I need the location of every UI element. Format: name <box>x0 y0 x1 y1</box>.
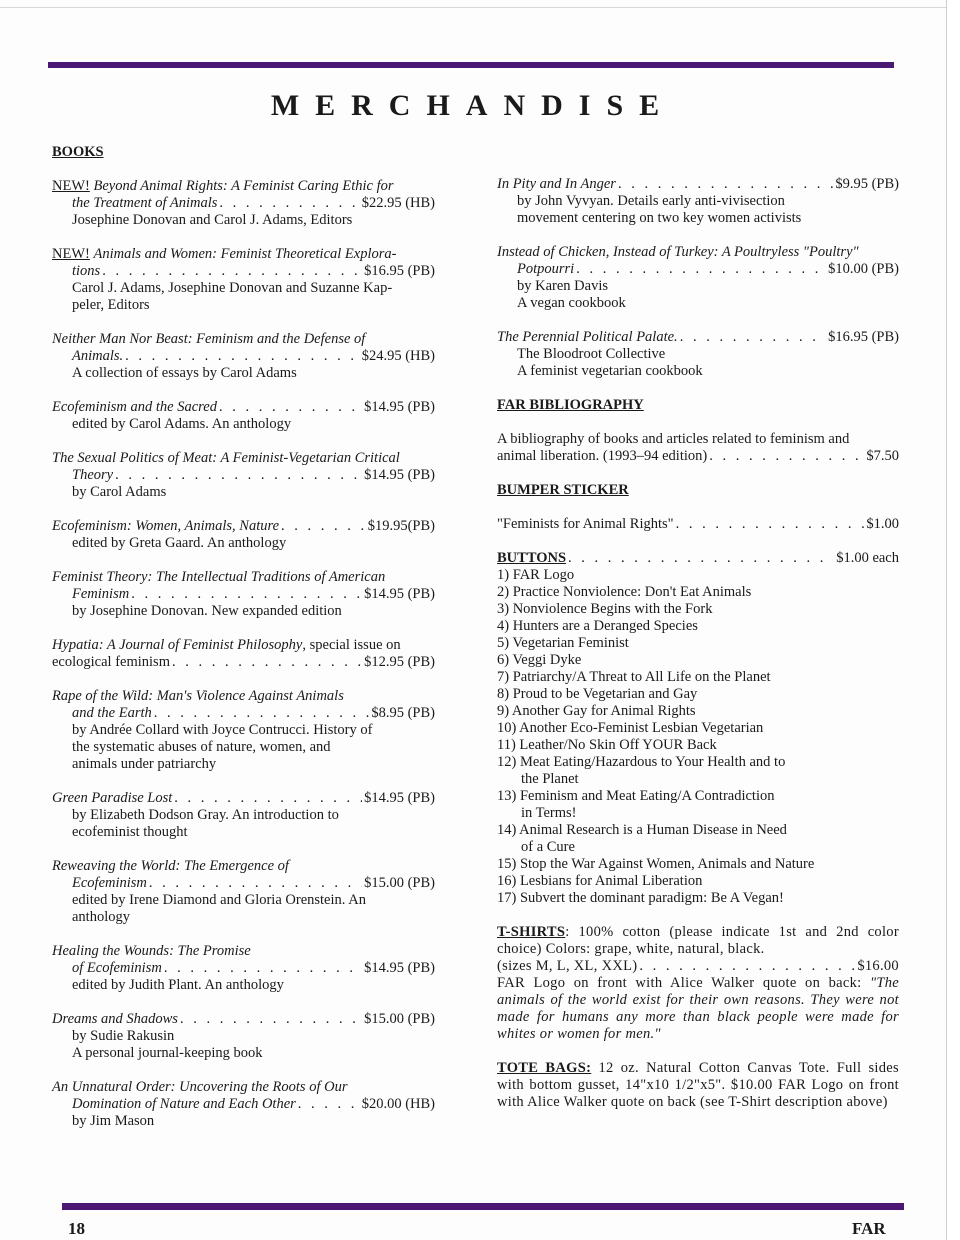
book-title: Feminism <box>72 586 130 602</box>
book-item <box>52 450 435 501</box>
tote-heading: TOTE BAGS: <box>497 1060 592 1076</box>
bumper-text: "Feminists for Animal Rights" <box>497 516 674 532</box>
button-item-text: 6) Veggi Dyke <box>497 652 582 668</box>
book-title: Instead of Chicken, Instead of Turkey: A Poultryless "Poultry" <box>497 244 859 260</box>
button-item-text: 15) Stop the War Against Women, Animals and Nature <box>497 856 815 872</box>
dot-leader <box>172 654 362 671</box>
bibliography-heading: FAR BIBLIOGRAPHY <box>497 397 644 413</box>
tshirts-logo: FAR Logo on front with Alice Walker quote on back: <box>497 975 862 991</box>
button-item <box>497 856 899 873</box>
book-title-suffix: , special issue on <box>302 637 401 653</box>
book-title: Hypatia: A Journal of Feminist Philosophy <box>52 637 303 653</box>
book-description: peler, Editors <box>72 297 150 313</box>
buttons-heading: BUTTONS <box>497 550 567 566</box>
book-title: An Unnatural Order: Uncovering the Roots of Our <box>52 1079 348 1095</box>
button-item <box>497 584 899 601</box>
dot-leader <box>174 790 362 807</box>
button-item <box>497 618 899 635</box>
button-item-cont: in Terms! <box>521 805 577 821</box>
book-description: edited by Greta Gaard. An anthology <box>72 535 287 551</box>
book-description: by Karen Davis <box>517 278 609 294</box>
book-price-line <box>52 1011 435 1028</box>
button-item-text: 10) Another Eco-Feminist Lesbian Vegetarian <box>497 720 764 736</box>
merch-column <box>497 176 899 1128</box>
book-item <box>52 246 435 314</box>
dot-leader <box>576 261 826 278</box>
book-description: A collection of essays by Carol Adams <box>72 365 297 381</box>
button-item <box>497 635 899 652</box>
book-description: by Andrée Collard with Joyce Contrucci. History of <box>72 722 373 738</box>
book-title-line <box>52 450 435 467</box>
book-price: $8.95 (PB) <box>371 705 435 721</box>
book-title-line <box>52 331 435 348</box>
book-title: Ecofeminism <box>72 875 147 891</box>
bibliography-price: $7.50 <box>866 448 899 464</box>
book-description: by Josephine Donovan. New expanded edition <box>72 603 342 619</box>
button-item <box>497 873 899 890</box>
book-title: Neither Man Nor Beast: Feminism and the Defense of <box>52 331 366 347</box>
book-description: by Carol Adams <box>72 484 167 500</box>
book-price: $9.95 (PB) <box>835 176 899 192</box>
book-price: $14.95 (PB) <box>364 790 435 806</box>
book-item <box>497 329 899 380</box>
book-title-line <box>52 569 435 586</box>
book-description: edited by Irene Diamond and Gloria Orenstein. An <box>72 892 366 908</box>
book-price-line <box>52 1096 435 1113</box>
book-title: of Ecofeminism <box>72 960 162 976</box>
book-title-line <box>52 858 435 875</box>
book-price: $16.95 (PB) <box>364 263 435 279</box>
book-title: tions <box>72 263 101 279</box>
tshirts-sizes: (sizes M, L, XL, XXL) <box>497 958 638 974</box>
dot-leader <box>219 195 359 212</box>
book-title: Potpourri <box>517 261 575 277</box>
book-item <box>52 569 435 620</box>
button-item <box>497 601 899 618</box>
book-price: $16.95 (PB) <box>828 329 899 345</box>
book-price-line <box>52 467 435 484</box>
dot-leader <box>154 705 370 722</box>
bibliography-text-end: animal liberation. (1993–94 edition) <box>497 448 708 464</box>
books-list <box>52 178 435 1130</box>
book-title: Domination of Nature and Each Other <box>72 1096 296 1112</box>
button-item <box>497 703 899 720</box>
book-title-line <box>52 246 435 263</box>
book-price-line <box>52 518 435 535</box>
dot-leader <box>131 586 362 603</box>
book-price-line <box>52 348 435 365</box>
book-price-line <box>497 176 899 193</box>
book-title: The Sexual Politics of Meat: A Feminist-Vegetarian Critical <box>52 450 400 466</box>
book-price-line <box>497 261 899 278</box>
tshirts-price: $16.00 <box>857 958 899 974</box>
book-title: The Perennial Political Palate. <box>497 329 678 345</box>
book-price: $20.00 (HB) <box>361 1096 435 1112</box>
button-item-text: 4) Hunters are a Deranged Species <box>497 618 698 634</box>
book-item <box>52 943 435 994</box>
book-title: Animals. <box>72 348 124 364</box>
book-price-line <box>497 329 899 346</box>
button-item-text: 13) Feminism and Meat Eating/A Contradiction <box>497 788 775 804</box>
button-item <box>497 720 899 737</box>
dot-leader <box>219 399 362 416</box>
buttons-header-line <box>497 550 899 567</box>
button-item-text: 16) Lesbians for Animal Liberation <box>497 873 703 889</box>
book-price-line <box>52 195 435 212</box>
bibliography-item <box>497 431 899 465</box>
top-rule <box>48 62 894 68</box>
dot-leader <box>281 518 366 535</box>
book-title: Green Paradise Lost <box>52 790 173 806</box>
books-heading: BOOKS <box>52 144 104 160</box>
button-item-text: 5) Vegetarian Feminist <box>497 635 629 651</box>
dot-leader <box>125 348 360 365</box>
book-description: by Jim Mason <box>72 1113 155 1129</box>
button-item-cont: of a Cure <box>521 839 575 855</box>
button-item-text: 12) Meat Eating/Hazardous to Your Health and to <box>497 754 786 770</box>
book-description: A personal journal-keeping book <box>72 1045 263 1061</box>
book-title: Dreams and Shadows <box>52 1011 178 1027</box>
bumper-price: $1.00 <box>866 516 899 532</box>
book-price-line <box>52 705 435 722</box>
book-price: $15.00 (PB) <box>364 1011 435 1027</box>
bumper-heading: BUMPER STICKER <box>497 482 629 498</box>
dot-leader <box>568 550 834 567</box>
book-title-line <box>497 244 899 261</box>
book-item <box>52 178 435 229</box>
book-description: the systematic abuses of nature, women, and <box>72 739 331 755</box>
tshirts-quote: "The animals of the world exist for their own reasons. They were not made for humans any more than black people were made for whites or women for men." <box>497 975 899 1042</box>
book-title-line <box>52 178 435 195</box>
tshirts-heading: T-SHIRTS <box>497 924 566 940</box>
dot-leader <box>102 263 362 280</box>
scan-edge-line <box>0 7 946 8</box>
button-item <box>497 669 899 686</box>
book-price: $14.95 (PB) <box>364 467 435 483</box>
book-price-line <box>52 960 435 977</box>
button-item-text: 1) FAR Logo <box>497 567 575 583</box>
bibliography-text: A bibliography of books and articles related to feminism and <box>497 431 850 447</box>
book-item <box>497 176 899 227</box>
button-item-text: 9) Another Gay for Animal Rights <box>497 703 696 719</box>
book-item <box>52 790 435 841</box>
button-item-text: 11) Leather/No Skin Off YOUR Back <box>497 737 717 753</box>
dot-leader <box>164 960 362 977</box>
book-price: $15.00 (PB) <box>364 875 435 891</box>
button-item <box>497 567 899 584</box>
bibliography-price-line <box>497 448 899 465</box>
tshirts-price-line <box>497 958 899 975</box>
buttons-item <box>497 550 899 907</box>
book-item <box>52 688 435 773</box>
book-description: animals under patriarchy <box>72 756 217 772</box>
bumper-item <box>497 516 899 533</box>
book-title: In Pity and In Anger <box>497 176 616 192</box>
bottom-rule <box>62 1203 904 1210</box>
book-item <box>52 331 435 382</box>
book-description: edited by Judith Plant. An anthology <box>72 977 284 993</box>
book-title: Rape of the Wild: Man's Violence Against Animals <box>52 688 344 704</box>
book-title: Animals and Women: Feminist Theoretical Explora- <box>93 246 397 262</box>
publication-name: FAR <box>852 1219 886 1238</box>
book-item <box>52 858 435 926</box>
button-item-text: 3) Nonviolence Begins with the Fork <box>497 601 713 617</box>
button-item <box>497 737 899 754</box>
book-title-line <box>52 1079 435 1096</box>
book-title: Ecofeminism and the Sacred <box>52 399 217 415</box>
book-description: A vegan cookbook <box>517 295 626 311</box>
dot-leader <box>298 1096 360 1113</box>
tote-item <box>497 1060 899 1111</box>
bumper-line <box>497 516 899 533</box>
book-description: The Bloodroot Collective <box>517 346 666 362</box>
book-title-line <box>52 943 435 960</box>
dot-leader <box>680 329 826 346</box>
book-price-line <box>52 875 435 892</box>
book-title-line <box>52 637 435 654</box>
tshirts-text: : 100% cotton (please indicate 1st and 2nd color choice) Colors: grape, white, natural, black. <box>497 924 899 957</box>
right-books-list <box>497 176 899 380</box>
book-price-line <box>52 399 435 416</box>
book-description: anthology <box>72 909 130 925</box>
tote-price: $10.00 <box>730 1077 773 1093</box>
book-description: by Elizabeth Dodson Gray. An introduction to <box>72 807 339 823</box>
button-item-cont: the Planet <box>521 771 579 787</box>
dot-leader <box>709 448 864 465</box>
book-price: $14.95 (PB) <box>364 960 435 976</box>
buttons-price: $1.00 each <box>836 550 899 566</box>
page-title: MERCHANDISE <box>270 89 676 122</box>
dot-leader <box>618 176 833 193</box>
book-description: Josephine Donovan and Carol J. Adams, Editors <box>72 212 353 228</box>
buttons-list <box>497 567 899 907</box>
book-description: movement centering on two key women activists <box>517 210 802 226</box>
book-price-line <box>52 654 435 671</box>
book-price: $14.95 (PB) <box>364 586 435 602</box>
book-price-line <box>52 790 435 807</box>
book-price-line <box>52 263 435 280</box>
book-price: $24.95 (HB) <box>361 348 435 364</box>
page-number: 18 <box>68 1219 85 1238</box>
button-item <box>497 822 899 856</box>
book-item <box>52 637 435 671</box>
button-item-text: 17) Subvert the dominant paradigm: Be A Vegan! <box>497 890 784 906</box>
book-price: $22.95 (HB) <box>361 195 435 211</box>
book-price: $19.95(PB) <box>367 518 435 534</box>
book-description: by John Vyvyan. Details early anti-vivisection <box>517 193 785 209</box>
book-title-cont: ecological feminism <box>52 654 170 670</box>
book-title: Theory <box>72 467 114 483</box>
tote-text: 12 oz. Natural Cotton Canvas Tote. Full sides with bottom gusset, 14"x10 1/2"x5". <box>497 1060 899 1093</box>
book-title: and the Earth <box>72 705 152 721</box>
button-item <box>497 890 899 907</box>
book-title: Ecofeminism: Women, Animals, Nature <box>52 518 280 534</box>
book-title: the Treatment of Animals <box>72 195 218 211</box>
book-description: edited by Carol Adams. An anthology <box>72 416 292 432</box>
books-column <box>52 144 435 1147</box>
book-description: by Sudie Rakusin <box>72 1028 175 1044</box>
button-item-text: 14) Animal Research is a Human Disease in Need <box>497 822 787 838</box>
book-item <box>52 1079 435 1130</box>
book-description: A feminist vegetarian cookbook <box>517 363 703 379</box>
book-price-line <box>52 586 435 603</box>
new-badge: NEW! <box>52 246 90 262</box>
book-price: $10.00 (PB) <box>828 261 899 277</box>
book-item <box>52 1011 435 1062</box>
tshirts-item <box>497 924 899 1043</box>
book-title-line <box>52 688 435 705</box>
book-price: $12.95 (PB) <box>364 654 435 670</box>
book-title: Feminist Theory: The Intellectual Traditions of American <box>52 569 386 585</box>
book-title: Healing the Wounds: The Promise <box>52 943 251 959</box>
button-item <box>497 686 899 703</box>
book-item <box>52 399 435 433</box>
dot-leader <box>676 516 865 533</box>
button-item-text: 8) Proud to be Vegetarian and Gay <box>497 686 698 702</box>
button-item-text: 2) Practice Nonviolence: Don't Eat Animals <box>497 584 752 600</box>
button-item-text: 7) Patriarchy/A Threat to All Life on the Planet <box>497 669 771 685</box>
dot-leader <box>639 958 855 975</box>
book-item <box>497 244 899 312</box>
button-item <box>497 788 899 822</box>
book-item <box>52 518 435 552</box>
button-item <box>497 754 899 788</box>
dot-leader <box>180 1011 362 1028</box>
book-title: Beyond Animal Rights: A Feminist Caring Ethic for <box>93 178 394 194</box>
book-title: Reweaving the World: The Emergence of <box>52 858 289 874</box>
new-badge: NEW! <box>52 178 90 194</box>
book-description: ecofeminist thought <box>72 824 188 840</box>
dot-leader <box>149 875 362 892</box>
book-description: Carol J. Adams, Josephine Donovan and Suzanne Kap- <box>72 280 393 296</box>
dot-leader <box>115 467 362 484</box>
book-price: $14.95 (PB) <box>364 399 435 415</box>
tote-text-2: FAR Logo on front with Alice Walker quote on back (see T-Shirt description above) <box>497 1077 900 1110</box>
button-item <box>497 652 899 669</box>
